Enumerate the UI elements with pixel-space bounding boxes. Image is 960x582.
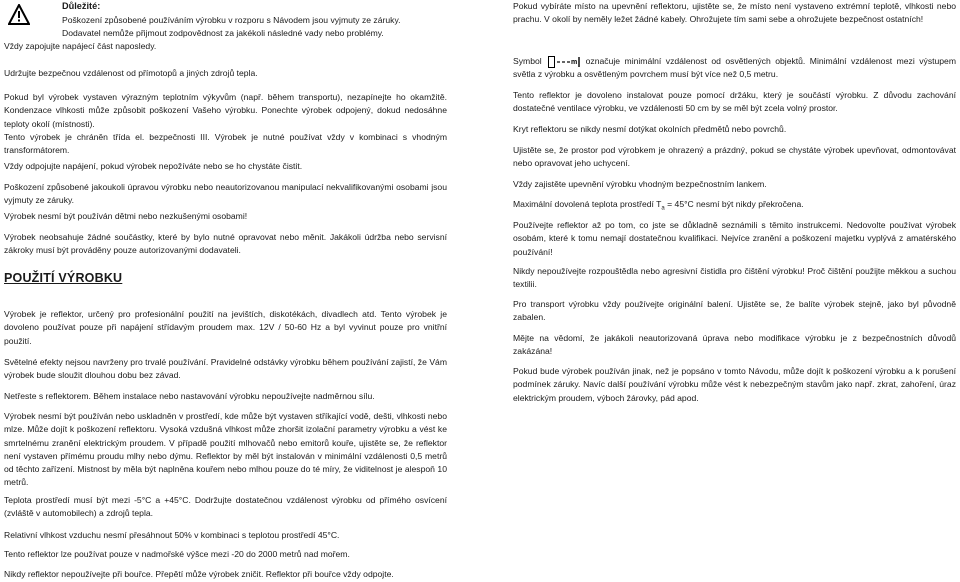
- minimum-distance-icon: [548, 56, 582, 68]
- paragraph-mounting-location: Pokud vybíráte místo na upevnění reflektoru, ujistěte se, že místo není vystaveno extrémní teplotě, vlhkosti nebo prachu. V okolí by neměly ležet žádné kabely. Ohrožujete tím sami sebe a ohrožujete bezpečnost ostatních!: [513, 1, 956, 25]
- paragraph-light-effects: Světelné efekty nejsou navrženy pro trvalé používání. Pravidelné odstávky výrobku během používání zajistí, že Vám výrobek bude sloužit dlouhou dobu bez závad.: [4, 357, 447, 381]
- warning-icon: [8, 4, 30, 26]
- section-heading-usage: POUŽITÍ VÝROBKU: [4, 271, 123, 285]
- paragraph-plug-last: Vždy zapojujte napájecí část naposledy.: [4, 41, 157, 51]
- paragraph-max-temperature: Maximální dovolená teplota prostředí $T_a = 45^\circ C$ nesmí být nikdy překročena.: [513, 199, 804, 212]
- paragraph-storm: Nikdy reflektor nepoužívejte při bouřce. Přepětí může výrobek zničit. Reflektor při bouřce vždy odpojte.: [4, 569, 394, 579]
- paragraph-heat-distance: Udržujte bezpečnou vzdálenost od přímotopů a jiných zdrojů tepla.: [4, 68, 258, 78]
- paragraph-distance-symbol: [513, 55, 956, 82]
- warning-line-1: Poškození způsobené používáním výrobku v rozporu s Návodem jsou vyjmuty ze záruky.: [62, 15, 401, 25]
- symbol-description: označuje minimální vzdálenost od osvětlených objektů. Minimální vzdálenost mezi výstupem světla z výrobku a osvětleným povrchem musí být více než 0,5 metru.: [513, 56, 956, 80]
- paragraph-cover-touch: Kryt reflektoru se nikdy nesmí dotýkat okolních předmětů nebo povrchů.: [513, 124, 787, 134]
- paragraph-no-serviceable-parts: Výrobek neobsahuje žádné součástky, které by bylo nutné opravovat nebo měnit. Jakákoli údržba nebo servisní zákroky musí být prováděny pouze autorizovanými dodavateli.: [4, 232, 447, 256]
- paragraph-no-solvents: Nikdy nepoužívejte rozpouštědla nebo agresivní čistidla pro čištění výrobku! Proč čištění použijte měkkou a suchou textilii.: [513, 266, 956, 290]
- paragraph-humidity: Relativní vlhkost vzduchu nesmí přesáhnout 50% v kombinaci s teplotou prostředí 45°C.: [4, 530, 340, 540]
- paragraph-transport: Pro transport výrobku vždy používejte originální balení. Ujistěte se, že balíte výrobek stejně, jako byl původně zabalen.: [513, 299, 956, 323]
- paragraph-ambient-temperature: Teplota prostředí musí být mezi -5°C a +45°C. Dodržujte dostatečnou vzdálenost výrobku od přímého osvícení (zvláště v automobilech) a zdrojů tepla.: [4, 495, 447, 519]
- warning-title: Důležité:: [62, 1, 101, 11]
- paragraph-safety-cable: Vždy zajistěte upevnění výrobku vhodným bezpečnostním lankem.: [513, 179, 767, 189]
- paragraph-altitude: Tento reflektor lze používat pouze v nadmořské výšce mezi -20 do 2000 metrů nad mořem.: [4, 549, 350, 559]
- paragraph-modification-damage: Poškození způsobené jakoukoli úpravou výrobku nebo neautorizovanou manipulací nekvalifikovanými osobami jsou vyjmuty ze záruky.: [4, 182, 447, 206]
- paragraph-product-description: Výrobek je reflektor, určený pro profesionální použití na jevištích, diskotékách, divadlech atd. Tento výrobek je dovoleno používat pouze při napájení střídavým proudem max. 12V / 50-60 Hz a byl vyvinut pouze pro vnitřní použití.: [4, 309, 447, 346]
- paragraph-read-instructions: Používejte reflektor až po tom, co jste se důkladně seznámili s těmito instrukcemi. Nedovolte používat výrobek osobám, které k tomu nemají dostatečnou kvalifikaci. Nejvíce zranění a poškození majetku vyplývá z amatérského používání!: [513, 220, 956, 257]
- paragraph-protection-class: Tento výrobek je chráněn třída el. bezpečnosti III. Výrobek je nutné používat vždy v kombinaci s vhodným transformátorem.: [4, 132, 447, 156]
- paragraph-improper-use: Pokud bude výrobek používán jinak, než je popsáno v tomto Návodu, může dojít k poškození výrobku a k porušení podmínek záruky. Navíc další používání výrobku může vést k nebezpečným stavům jako např. zkrat, zahoření, úraz elektrickým proudem, výboch žárovky, pád apod.: [513, 366, 956, 403]
- svg-text:m: m: [570, 58, 577, 66]
- warning-line-2: Dodavatel nemůže přijmout zodpovědnost za jakékoli následné vady nebo problémy.: [62, 28, 384, 38]
- paragraph-children: Výrobek nesmí být používán dětmi nebo nezkušenými osobami!: [4, 211, 248, 221]
- paragraph-disconnect: Vždy odpojujte napájení, pokud výrobek nepožíváte nebo se ho chystáte čistit.: [4, 161, 303, 171]
- paragraph-area-below: Ujistěte se, že prostor pod výrobkem je ohrazený a prázdný, pokud se chystáte výrobek upevňovat, odmontovávat nebo opravovat jeho uchycení.: [513, 145, 956, 169]
- paragraph-no-shaking: Netřeste s reflektorem. Během instalace nebo nastavování výrobku nepoužívejte nadměrnou sílu.: [4, 391, 375, 401]
- paragraph-bracket-install: Tento reflektor je dovoleno instalovat pouze pomocí držáku, který je součástí výrobku. Z důvodu zachování dostatečné ventilace výrobku, ve vzdálenosti 50 cm by se měl být zcela volný prostor.: [513, 90, 956, 114]
- symbol-prefix: Symbol: [513, 56, 542, 66]
- paragraph-temperature-change: Pokud byl výrobek vystaven výrazným teplotním výkyvům (např. během transportu), nezapínejte ho okamžitě. Kondenzace vlhkosti může způsobit poškození Vašeho výrobku. Ponechte výrobek odpojený, dokud nedosáhne teploty okolí (místnosti).: [4, 92, 447, 129]
- paragraph-moisture-fog: Výrobek nesmí být používán nebo uskladněn v prostředí, kde může být vystaven stříkající vodě, dešti, vlhkosti nebo mlze. Může dojít k poškození reflektoru. Vysoká vzdušná vlhkost může zhoršit izolační parametry výrobku a vést ke smrtelnému zranění elektrickým proudem. V případě použití mlhovačů nebo emitorů kouře, ujistěte se, že reflektor není vystaven přímému proudu mlhy nebo dýmu. Reflektor by měl být instalován v minimální vzdálenosti 0,5 metrů od těchto zařízení. Mistnost by měla být naplněna kouřem nebo mlhou pouze do té míry, že viditelnost je alespoň 10 metrů.: [4, 411, 447, 488]
- paragraph-no-modification: Mějte na vědomí, že jakákoli neautorizovaná úprava nebo modifikace výrobku je z bezpečnostních důvodů zakázána!: [513, 333, 956, 357]
